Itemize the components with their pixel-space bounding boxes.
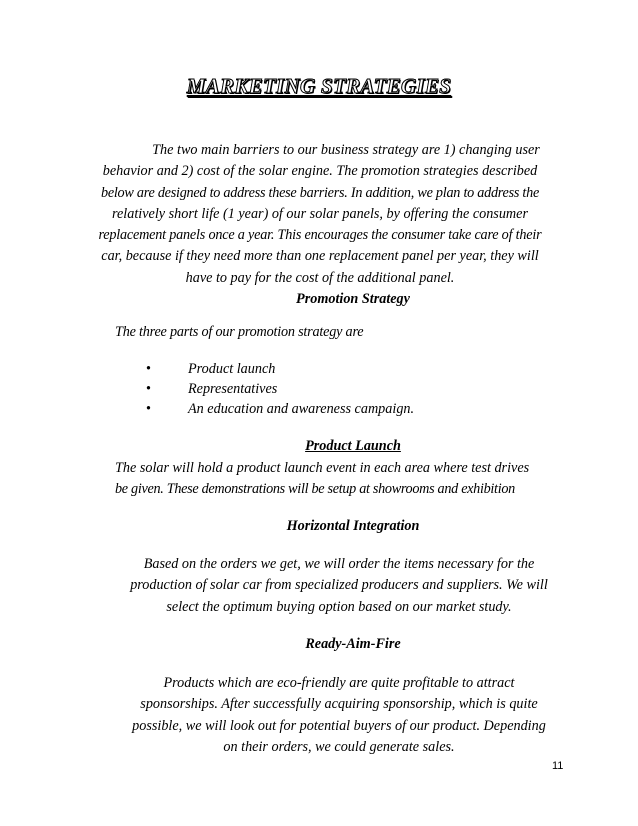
bullet-icon: •	[146, 361, 151, 377]
ready-aim-fire-heading: Ready-Aim-Fire	[305, 636, 401, 652]
horizontal-integration-paragraph	[104, 554, 574, 618]
horizontal-integration-heading: Horizontal Integration	[286, 518, 420, 534]
list-item	[146, 379, 414, 399]
paragraph-line: sponsorships. After successfully acquiring sponsorship, which is quite	[140, 696, 538, 713]
page-number: 11	[552, 760, 564, 772]
intro-line: below are designed to address these barriers. In addition, we plan to address the	[100, 184, 540, 201]
page-title: MARKETING STRATEGIES	[186, 74, 452, 98]
paragraph-line: production of solar car from specialized producers and suppliers. We will	[130, 577, 548, 594]
paragraph-line: select the optimum buying option based on our market study.	[166, 598, 512, 615]
paragraph-line: The solar will hold a product launch event in each area where test drives	[115, 460, 530, 476]
intro-line: behavior and 2) cost of the solar engine. The promotion strategies described	[102, 163, 538, 180]
promotion-strategy-heading: Promotion Strategy	[296, 291, 410, 307]
product-launch-heading: Product Launch	[305, 438, 401, 454]
promotion-bullet-list	[146, 359, 414, 419]
bullet-icon: •	[146, 381, 151, 397]
list-item-label: Product launch	[188, 361, 276, 377]
intro-line: replacement panels once a year. This encourages the consumer take care of their	[98, 227, 542, 244]
bullet-icon: •	[146, 401, 151, 417]
promotion-intro-text: The three parts of our promotion strategy are	[115, 324, 364, 340]
paragraph-line: Based on the orders we get, we will order the items necessary for the	[143, 556, 535, 572]
paragraph-line: possible, we will look out for potential buyers of our product. Depending	[132, 717, 546, 734]
intro-line: have to pay for the cost of the additional panel.	[185, 269, 455, 286]
list-item-label: An education and awareness campaign.	[188, 401, 415, 417]
paragraph-line: on their orders, we could generate sales.	[223, 738, 455, 755]
intro-paragraph	[70, 140, 570, 289]
product-launch-paragraph	[115, 458, 575, 500]
intro-line: relatively short life (1 year) of our solar panels, by offering the consumer	[112, 205, 528, 222]
ready-aim-fire-paragraph	[104, 673, 574, 758]
intro-line: car, because if they need more than one replacement panel per year, they will	[101, 248, 539, 265]
list-item	[146, 399, 414, 419]
paragraph-line: Products which are eco-friendly are quite profitable to attract	[163, 675, 515, 691]
list-item-label: Representatives	[188, 381, 278, 397]
paragraph-line: be given. These demonstrations will be setup at showrooms and exhibition	[115, 481, 515, 497]
list-item	[146, 359, 414, 379]
intro-line: The two main barriers to our business strategy are 1) changing user	[152, 142, 540, 158]
